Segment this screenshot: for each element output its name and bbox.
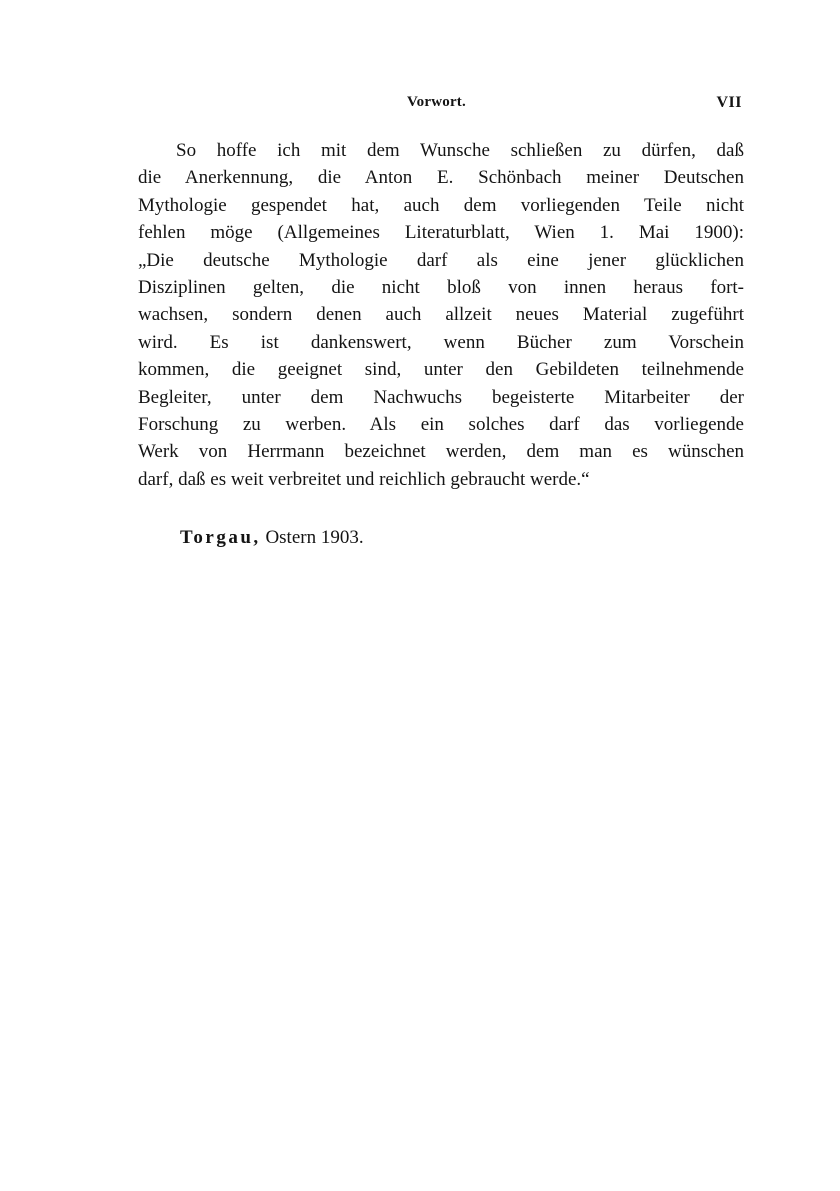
text-line: Forschung zu werben. Als ein solches darf das vorliegende <box>138 413 744 435</box>
text-line: darf, daß es weit verbreitet und reichlich gebraucht werde.“ <box>138 468 590 490</box>
signature-place: Torgau, <box>180 527 261 548</box>
running-head-title: Vorwort. <box>407 94 466 110</box>
text-line: Disziplinen gelten, die nicht bloß von innen heraus fort- <box>138 276 744 298</box>
text-line: wird. Es ist dankenswert, wenn Bücher zum Vorschein <box>138 331 744 353</box>
running-head <box>175 94 742 116</box>
signature-date: Ostern 1903. <box>265 527 364 548</box>
text-line: „Die deutsche Mythologie darf als eine jener glücklichen <box>138 249 744 271</box>
text-line: Werk von Herrmann bezeichnet werden, dem man es wünschen <box>138 441 744 463</box>
text-line: fehlen möge (Allgemeines Literaturblatt, Wien 1. Mai 1900): <box>138 222 744 244</box>
page-number: VII <box>716 94 742 111</box>
preface-paragraph <box>138 137 744 493</box>
text-line: So hoffe ich mit dem Wunsche schließen zu dürfen, daß <box>176 140 744 161</box>
text-line: Begleiter, unter dem Nachwuchs begeisterte Mitarbeiter der <box>138 386 744 408</box>
text-line: die Anerkennung, die Anton E. Schönbach meiner Deutschen <box>138 167 744 189</box>
signature-line <box>180 524 364 551</box>
text-line: wachsen, sondern denen auch allzeit neues Material zugeführt <box>138 304 744 326</box>
text-line: kommen, die geeignet sind, unter den Gebildeten teilnehmende <box>138 359 744 381</box>
text-line: Mythologie gespendet hat, auch dem vorliegenden Teile nicht <box>138 194 744 216</box>
